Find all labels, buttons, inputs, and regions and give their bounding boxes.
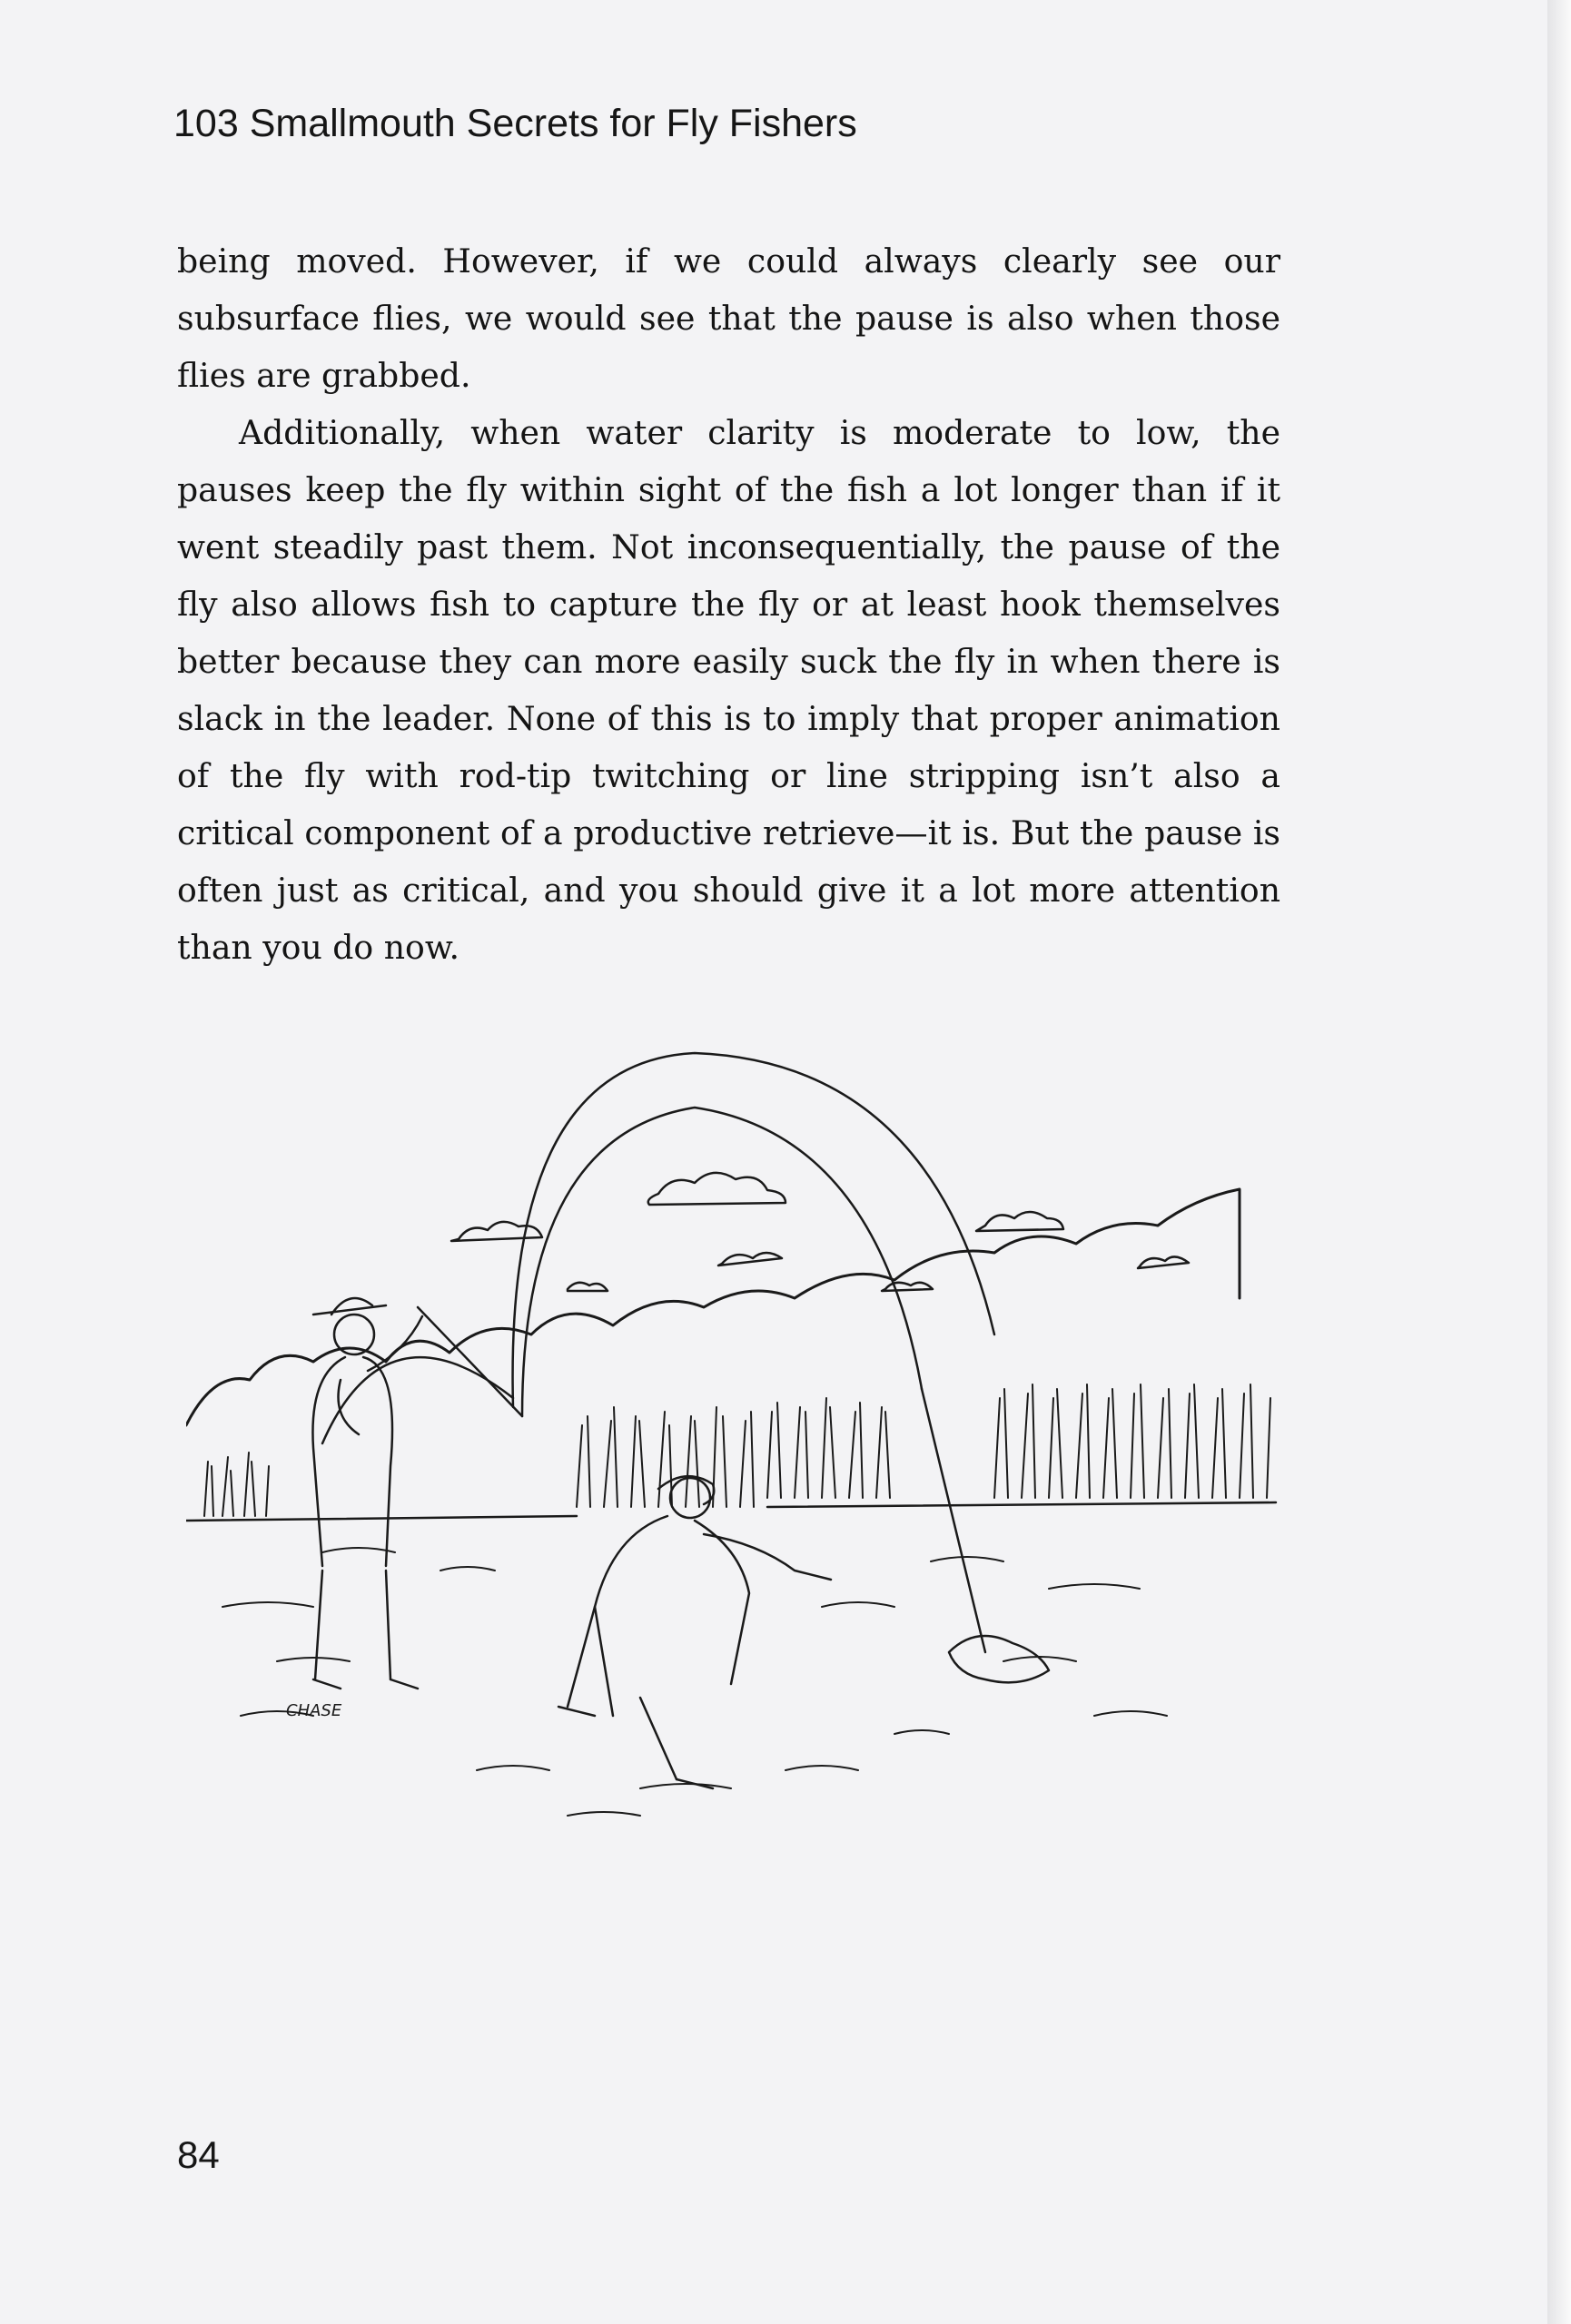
cloud [648, 1173, 786, 1205]
cloud [451, 1222, 542, 1241]
far-bank [186, 1502, 1276, 1521]
reeds [204, 1384, 1270, 1516]
paragraph-2: Additionally, when water clarity is moderate to low, the pauses keep the fly within sight of the fish a lot longer than if it went steadily past them. Not inconsequentially, the pause of the fly also allows fish to capture the fly or at least hook themselves better because they can more easily suck the fly in when there is slack in the leader. None of this is to imply that proper animation of the fly with rod-tip twitching or line stripping isn’t also a critical component of a productive retrieve—it is. But the pause is often just as critical, and you should give it a lot more attention than you do now. [177, 413, 1280, 967]
cloud [1138, 1256, 1189, 1268]
cloud [976, 1212, 1063, 1231]
fish-splash [949, 1636, 1049, 1682]
signature: CHASE [286, 1701, 342, 1720]
paragraph-1: being moved. However, if we could always clearly see our subsurface flies, we would see that the pause is also when those flies are grabbed. [177, 241, 1280, 395]
cloud [718, 1253, 782, 1265]
fly-fishing-illustration [186, 1026, 1280, 1843]
fly-line [322, 1357, 513, 1443]
treeline [186, 1189, 1240, 1425]
running-head: 103 Smallmouth Secrets for Fly Fishers [173, 102, 857, 145]
fish-line [922, 1389, 985, 1652]
fly-line [522, 1108, 922, 1416]
body-text [177, 232, 1280, 976]
netting-angler [558, 1476, 831, 1788]
page-number: 84 [177, 2133, 220, 2176]
fly-line [513, 1053, 994, 1407]
cloud [882, 1283, 933, 1291]
page-edge [1547, 0, 1571, 2324]
cloud [568, 1283, 608, 1291]
